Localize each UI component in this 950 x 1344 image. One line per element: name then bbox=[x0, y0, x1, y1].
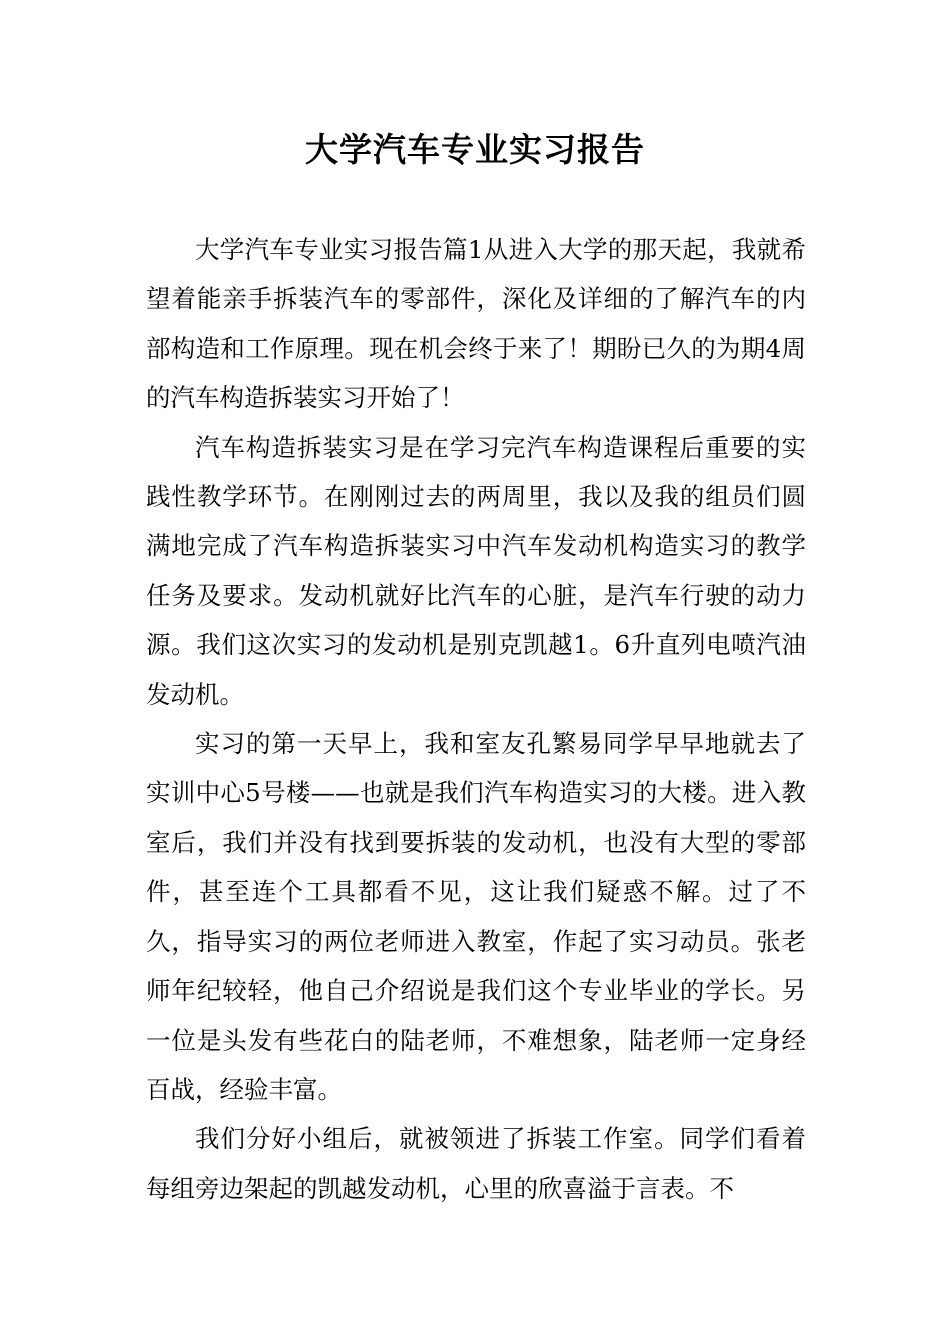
paragraph-4: 我们分好小组后，就被领进了拆装工作室。同学们看着每组旁边架起的凯越发动机，心里的欣喜溢于言表。不 bbox=[146, 1124, 806, 1203]
document-body bbox=[146, 225, 806, 1213]
paragraph-1: 大学汽车专业实习报告篇1从进入大学的那天起，我就希望着能亲手拆装汽车的零部件，深化及详细的了解汽车的内部构造和工作原理。现在机会终于来了！期盼已久的为期4周的汽车构造拆装实习开始了！ bbox=[146, 235, 806, 413]
document-title: 大学汽车专业实习报告 bbox=[305, 130, 645, 169]
paragraph-2: 汽车构造拆装实习是在学习完汽车构造课程后重要的实践性教学环节。在刚刚过去的两周里，我以及我的组员们圆满地完成了汽车构造拆装实习中汽车发动机构造实习的教学任务及要求。发动机就好比汽车的心脏，是汽车行驶的动力源。我们这次实习的发动机是别克凯越1。6升直列电喷汽油发动机。 bbox=[146, 432, 806, 709]
paragraph-3: 实习的第一天早上，我和室友孔繁易同学早早地就去了实训中心5号楼——也就是我们汽车构造实习的大楼。进入教室后，我们并没有找到要拆装的发动机，也没有大型的零部件，甚至连个工具都看不见，这让我们疑惑不解。过了不久，指导实习的两位老师进入教室，作起了实习动员。张老师年纪较轻，他自己介绍说是我们这个专业毕业的学长。另一位是头发有些花白的陆老师，不难想象，陆老师一定身经百战，经验丰富。 bbox=[146, 729, 806, 1104]
